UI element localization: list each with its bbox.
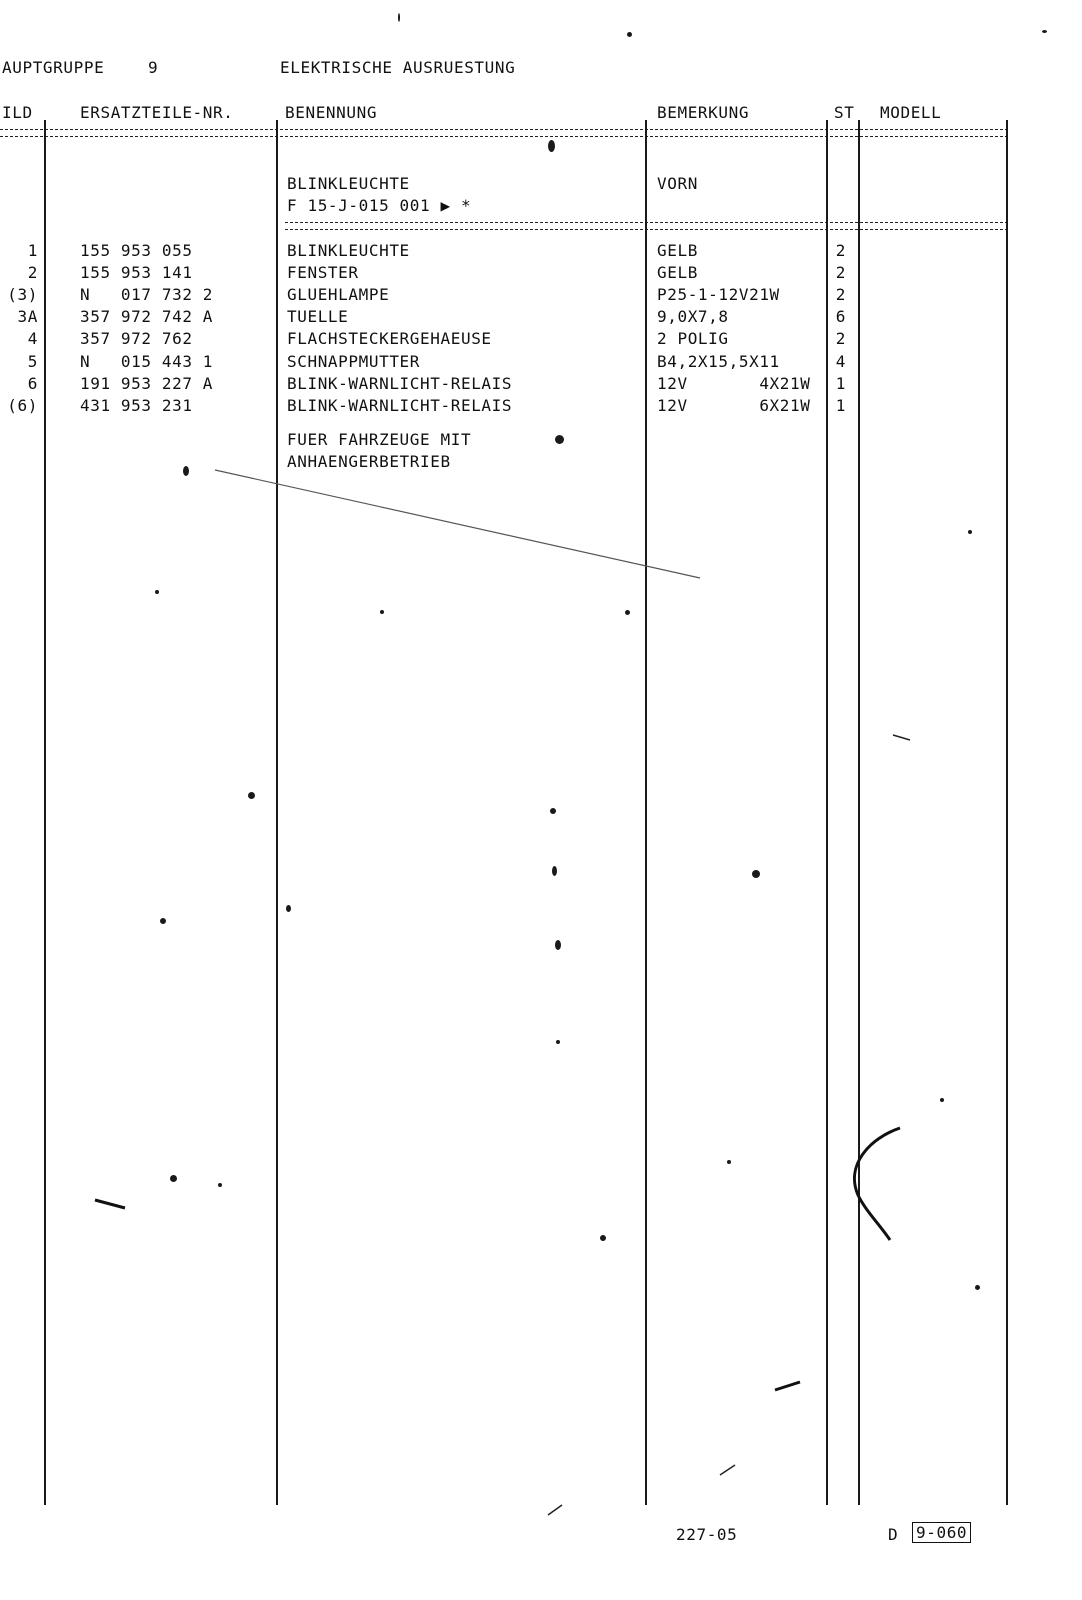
row-qty: 2 bbox=[835, 241, 846, 260]
row-name: BLINK-WARNLICHT-RELAIS bbox=[287, 395, 513, 415]
scan-speck bbox=[398, 13, 400, 22]
scan-speck bbox=[183, 466, 189, 476]
row-name: BLINKLEUCHTE bbox=[287, 241, 410, 260]
row-remark: 12V 6X21W bbox=[657, 395, 811, 415]
scan-speck bbox=[727, 1160, 731, 1164]
row-name: FENSTER bbox=[287, 263, 359, 283]
row-part-number: 431 953 231 bbox=[80, 395, 193, 415]
footer-ref: 227-05 bbox=[676, 1525, 738, 1544]
row-bild: 1 bbox=[27, 241, 38, 260]
assembly-title: BLINKLEUCHTE bbox=[287, 174, 410, 193]
row-remark: 12V 4X21W bbox=[657, 373, 811, 393]
note-line: FUER FAHRZEUGE MIT bbox=[287, 430, 472, 449]
row-part-number: 191 953 227 A bbox=[80, 373, 214, 393]
pen-mark bbox=[95, 1200, 125, 1208]
column-header-bild: ILD bbox=[2, 103, 33, 122]
row-bild: 5 bbox=[27, 351, 38, 371]
row-part-number: N 015 443 1 bbox=[80, 351, 214, 371]
group-label: AUPTGRUPPE bbox=[2, 58, 105, 77]
pen-mark-curve bbox=[854, 1128, 900, 1240]
scan-speck bbox=[752, 870, 760, 878]
scan-speck bbox=[160, 918, 166, 924]
scan-speck bbox=[975, 1285, 980, 1290]
scan-speck bbox=[1042, 30, 1047, 33]
row-name: SCHNAPPMUTTER bbox=[287, 351, 421, 371]
column-header-model: MODELL bbox=[880, 103, 942, 122]
row-name: GLUEHLAMPE bbox=[287, 285, 390, 305]
scan-speck bbox=[550, 808, 556, 814]
row-part-number: 357 972 742 A bbox=[80, 307, 214, 327]
row-qty: 1 bbox=[835, 373, 846, 393]
pen-mark bbox=[775, 1382, 800, 1390]
pen-mark bbox=[548, 1505, 562, 1515]
assembly-code: F 15-J-015 001 ▶ * bbox=[287, 196, 472, 215]
column-header-qty: ST bbox=[834, 103, 855, 122]
group-number: 9 bbox=[148, 58, 159, 77]
column-header-part-no: ERSATZTEILE-NR. bbox=[80, 103, 234, 122]
row-qty: 1 bbox=[835, 395, 846, 415]
row-bild: 6 bbox=[27, 373, 38, 393]
row-remark: B4,2X15,5X11 bbox=[657, 351, 780, 371]
row-qty: 2 bbox=[835, 329, 846, 349]
row-qty: 6 bbox=[835, 307, 846, 327]
scan-speck bbox=[380, 610, 384, 614]
scan-speck bbox=[600, 1235, 606, 1241]
scan-speck bbox=[625, 610, 630, 615]
scan-speck bbox=[286, 905, 291, 912]
row-part-number: 357 972 762 bbox=[80, 329, 193, 349]
scan-speck bbox=[170, 1175, 177, 1182]
scan-speck bbox=[552, 866, 557, 876]
row-remark: 2 POLIG bbox=[657, 329, 729, 349]
pen-mark bbox=[720, 1465, 735, 1475]
scan-speck bbox=[556, 1040, 560, 1044]
scan-speck bbox=[218, 1183, 222, 1187]
scan-speck bbox=[627, 32, 632, 37]
group-title: ELEKTRISCHE AUSRUESTUNG bbox=[280, 58, 516, 77]
row-remark: GELB bbox=[657, 241, 698, 260]
assembly-marker: ▶ * bbox=[440, 196, 472, 215]
row-remark: P25-1-12V21W bbox=[657, 285, 780, 305]
row-name: FLACHSTECKERGEHAEUSE bbox=[287, 329, 492, 349]
row-bild: 2 bbox=[27, 263, 38, 283]
row-bild: (6) bbox=[7, 395, 38, 415]
row-qty: 4 bbox=[835, 351, 846, 371]
row-remark: 9,0X7,8 bbox=[657, 307, 729, 327]
row-bild: 3A bbox=[17, 307, 38, 327]
scan-speck bbox=[555, 940, 561, 950]
row-part-number: N 017 732 2 bbox=[80, 285, 214, 305]
scan-speck bbox=[155, 590, 159, 594]
row-part-number: 155 953 055 bbox=[80, 241, 193, 260]
row-remark: GELB bbox=[657, 263, 698, 283]
row-name: TUELLE bbox=[287, 307, 349, 327]
pen-mark bbox=[893, 735, 910, 740]
assembly-remark: VORN bbox=[657, 174, 698, 193]
scan-speck bbox=[555, 435, 564, 444]
row-part-number: 155 953 141 bbox=[80, 263, 193, 283]
scan-speck bbox=[940, 1098, 944, 1102]
note-line: ANHAENGERBETRIEB bbox=[287, 452, 451, 471]
scan-speck bbox=[968, 530, 972, 534]
column-header-name: BENENNUNG bbox=[285, 103, 378, 122]
row-bild: (3) bbox=[7, 285, 38, 305]
scan-speck bbox=[548, 140, 555, 152]
scan-scratch-line bbox=[215, 470, 700, 578]
row-bild: 4 bbox=[27, 329, 38, 349]
row-qty: 2 bbox=[835, 263, 846, 283]
row-qty: 2 bbox=[835, 285, 846, 305]
page-number-box: 9-060 bbox=[912, 1522, 971, 1543]
column-header-remark: BEMERKUNG bbox=[657, 103, 750, 122]
footer-letter: D bbox=[888, 1525, 899, 1544]
scan-speck bbox=[248, 792, 255, 799]
row-name: BLINK-WARNLICHT-RELAIS bbox=[287, 373, 513, 393]
